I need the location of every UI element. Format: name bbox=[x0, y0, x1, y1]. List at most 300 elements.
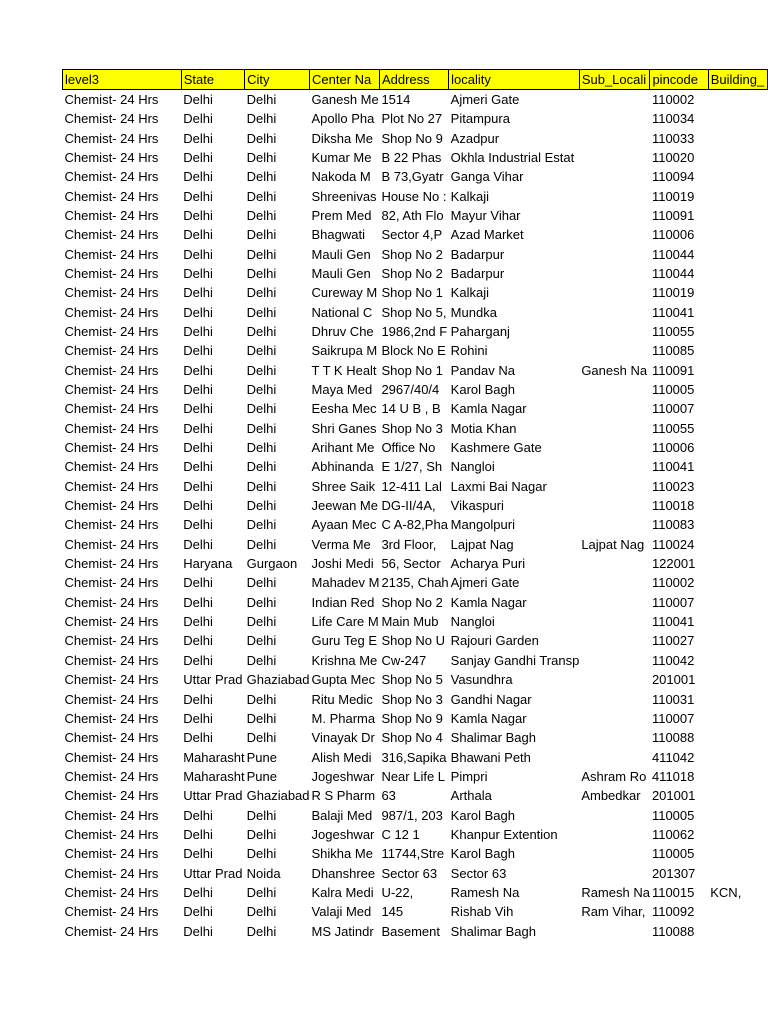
table-cell[interactable]: Delhi bbox=[183, 285, 213, 301]
table-cell[interactable]: Jeewan Me bbox=[311, 498, 378, 514]
table-cell[interactable]: Delhi bbox=[183, 323, 213, 339]
table-cell[interactable] bbox=[579, 186, 650, 205]
table-cell[interactable] bbox=[579, 167, 650, 186]
table-cell[interactable]: 411042 bbox=[651, 749, 695, 765]
table-cell[interactable] bbox=[579, 148, 650, 167]
table-cell[interactable] bbox=[708, 418, 767, 437]
table-cell[interactable] bbox=[579, 612, 650, 631]
table-cell[interactable] bbox=[708, 283, 767, 302]
table-cell[interactable] bbox=[708, 380, 767, 399]
table-cell[interactable] bbox=[708, 863, 767, 882]
table-cell[interactable]: 201001 bbox=[651, 788, 696, 804]
table-cell[interactable] bbox=[579, 921, 650, 940]
table-cell[interactable]: Ganga Vihar bbox=[450, 169, 524, 185]
table-cell[interactable]: 110041 bbox=[651, 304, 695, 320]
table-cell[interactable] bbox=[579, 573, 650, 592]
column-header[interactable]: City bbox=[245, 70, 310, 90]
table-cell[interactable]: Eesha Mec bbox=[311, 401, 377, 417]
table-cell[interactable]: Gupta Mec bbox=[311, 672, 376, 688]
table-cell[interactable] bbox=[579, 805, 650, 824]
table-cell[interactable] bbox=[708, 554, 767, 573]
table-cell[interactable]: Uttar Prad bbox=[183, 672, 243, 688]
table-cell[interactable]: 110094 bbox=[651, 169, 695, 185]
table-cell[interactable] bbox=[708, 844, 767, 863]
table-cell[interactable]: Delhi bbox=[183, 265, 213, 281]
table-cell[interactable]: Delhi bbox=[246, 207, 277, 223]
table-cell[interactable]: Delhi bbox=[183, 478, 213, 494]
table-cell[interactable] bbox=[579, 244, 650, 263]
table-cell[interactable]: Verma Me bbox=[311, 536, 371, 552]
table-cell[interactable]: Bhagwati bbox=[311, 227, 365, 243]
table-cell[interactable]: Shop No 3 bbox=[381, 691, 443, 707]
table-cell[interactable]: Karol Bagh bbox=[450, 807, 515, 823]
table-cell[interactable]: Nangloi bbox=[450, 614, 495, 630]
table-cell[interactable]: Delhi bbox=[246, 498, 277, 514]
table-cell[interactable]: Chemist- 24 Hrs bbox=[64, 91, 159, 107]
table-cell[interactable]: Ghaziabad bbox=[246, 672, 310, 688]
table-cell[interactable]: Shop No 2 bbox=[381, 246, 443, 262]
table-cell[interactable]: Valaji Med bbox=[311, 904, 372, 920]
table-cell[interactable]: Cw-247 bbox=[381, 652, 427, 668]
table-cell[interactable]: Delhi bbox=[246, 691, 277, 707]
table-cell[interactable] bbox=[708, 225, 767, 244]
table-cell[interactable] bbox=[708, 244, 767, 263]
table-cell[interactable] bbox=[708, 399, 767, 418]
table-cell[interactable]: Delhi bbox=[246, 807, 277, 823]
table-cell[interactable] bbox=[708, 786, 767, 805]
table-cell[interactable] bbox=[708, 457, 767, 476]
table-cell[interactable]: Chemist- 24 Hrs bbox=[64, 420, 159, 436]
table-cell[interactable]: Ashram Ro bbox=[581, 768, 647, 784]
table-cell[interactable]: Karol Bagh bbox=[450, 382, 515, 397]
table-cell[interactable]: Delhi bbox=[183, 304, 213, 320]
table-cell[interactable] bbox=[579, 496, 650, 515]
table-cell[interactable]: 110005 bbox=[651, 382, 695, 397]
table-cell[interactable] bbox=[708, 767, 767, 786]
table-cell[interactable]: Guru Teg E bbox=[311, 633, 378, 649]
table-cell[interactable]: 110020 bbox=[651, 149, 695, 165]
table-cell[interactable]: Rohini bbox=[450, 343, 488, 359]
table-cell[interactable]: Ajmeri Gate bbox=[450, 91, 520, 107]
table-cell[interactable]: Laxmi Bai Nagar bbox=[450, 478, 547, 494]
table-cell[interactable]: Kashmere Gate bbox=[450, 440, 542, 456]
table-cell[interactable] bbox=[708, 728, 767, 747]
table-cell[interactable]: Abhinanda bbox=[311, 459, 374, 475]
table-cell[interactable]: Chemist- 24 Hrs bbox=[64, 730, 159, 746]
table-cell[interactable]: Vasundhra bbox=[450, 672, 513, 688]
table-cell[interactable]: 110027 bbox=[651, 633, 695, 649]
table-cell[interactable]: Delhi bbox=[246, 420, 277, 436]
table-cell[interactable]: Shri Ganes bbox=[311, 420, 377, 436]
table-cell[interactable]: Kalkaji bbox=[450, 188, 489, 204]
table-cell[interactable]: Mauli Gen bbox=[311, 265, 371, 281]
table-cell[interactable]: Pitampura bbox=[450, 111, 510, 127]
table-cell[interactable]: Chemist- 24 Hrs bbox=[64, 865, 159, 881]
table-cell[interactable]: Plot No 27 bbox=[381, 111, 443, 127]
table-cell[interactable]: Chemist- 24 Hrs bbox=[64, 846, 159, 862]
table-cell[interactable]: Mangolpuri bbox=[450, 517, 515, 533]
table-cell[interactable]: Haryana bbox=[183, 556, 233, 572]
table-cell[interactable]: 110019 bbox=[651, 188, 695, 204]
table-cell[interactable]: Nangloi bbox=[450, 459, 495, 475]
table-cell[interactable]: Delhi bbox=[183, 362, 213, 378]
table-cell[interactable]: Delhi bbox=[183, 440, 213, 456]
table-cell[interactable]: Delhi bbox=[183, 710, 213, 726]
table-cell[interactable]: Pimpri bbox=[450, 768, 488, 784]
table-cell[interactable]: Chemist- 24 Hrs bbox=[64, 440, 159, 456]
column-header[interactable]: Building_ bbox=[708, 70, 767, 90]
table-cell[interactable]: Rishab Vih bbox=[450, 904, 514, 920]
table-cell[interactable] bbox=[579, 709, 650, 728]
table-cell[interactable]: Delhi bbox=[246, 304, 277, 320]
table-cell[interactable]: 110006 bbox=[651, 440, 695, 456]
table-cell[interactable]: Delhi bbox=[246, 904, 277, 920]
table-cell[interactable]: 987/1, 203 bbox=[381, 807, 443, 823]
table-cell[interactable] bbox=[708, 90, 767, 109]
table-cell[interactable] bbox=[708, 902, 767, 921]
table-cell[interactable]: Chemist- 24 Hrs bbox=[64, 323, 159, 339]
table-cell[interactable]: 82, Ath Flo bbox=[381, 207, 444, 223]
table-cell[interactable]: Chemist- 24 Hrs bbox=[64, 652, 159, 668]
table-cell[interactable]: Delhi bbox=[246, 478, 277, 494]
table-cell[interactable] bbox=[579, 592, 650, 611]
table-cell[interactable]: 110042 bbox=[651, 652, 695, 668]
table-cell[interactable]: 110002 bbox=[651, 575, 695, 591]
table-cell[interactable]: Delhi bbox=[183, 517, 213, 533]
table-cell[interactable]: Lajpat Nag bbox=[450, 536, 514, 552]
table-cell[interactable]: Delhi bbox=[183, 130, 213, 146]
table-cell[interactable] bbox=[708, 805, 767, 824]
table-cell[interactable] bbox=[579, 399, 650, 418]
table-cell[interactable]: Azad Market bbox=[450, 227, 524, 243]
table-cell[interactable]: Maharasht bbox=[183, 749, 245, 765]
table-cell[interactable]: Pune bbox=[246, 749, 277, 765]
table-cell[interactable]: Near Life L bbox=[381, 768, 446, 784]
table-cell[interactable]: Delhi bbox=[246, 130, 277, 146]
table-cell[interactable]: Chemist- 24 Hrs bbox=[64, 285, 159, 301]
table-cell[interactable]: Balaji Med bbox=[311, 807, 373, 823]
table-cell[interactable]: Chemist- 24 Hrs bbox=[64, 169, 159, 185]
table-cell[interactable] bbox=[579, 476, 650, 495]
table-cell[interactable] bbox=[579, 515, 650, 534]
table-cell[interactable]: 11744,Stre bbox=[381, 846, 445, 862]
table-cell[interactable] bbox=[708, 302, 767, 321]
table-cell[interactable]: DG-II/4A, bbox=[381, 498, 436, 514]
table-cell[interactable]: Sector 63 bbox=[381, 865, 438, 881]
table-cell[interactable]: Chemist- 24 Hrs bbox=[64, 710, 159, 726]
column-header[interactable]: State bbox=[181, 70, 244, 90]
table-cell[interactable]: Ramesh Na bbox=[450, 884, 520, 900]
table-cell[interactable]: 1986,2nd F bbox=[381, 323, 448, 339]
table-cell[interactable]: 110062 bbox=[651, 826, 695, 842]
table-cell[interactable]: Shikha Me bbox=[311, 846, 373, 862]
table-cell[interactable] bbox=[708, 322, 767, 341]
table-cell[interactable]: 14 U B , B bbox=[381, 401, 441, 417]
table-cell[interactable]: Delhi bbox=[246, 111, 277, 127]
table-cell[interactable]: Mundka bbox=[450, 304, 497, 320]
table-cell[interactable]: Chemist- 24 Hrs bbox=[64, 826, 159, 842]
table-cell[interactable]: Kamla Nagar bbox=[450, 594, 527, 610]
table-cell[interactable]: Motia Khan bbox=[450, 420, 517, 436]
table-cell[interactable]: Ajmeri Gate bbox=[450, 575, 520, 591]
table-cell[interactable]: Chemist- 24 Hrs bbox=[64, 807, 159, 823]
table-cell[interactable]: Chemist- 24 Hrs bbox=[64, 498, 159, 514]
table-cell[interactable]: Office No bbox=[381, 440, 436, 456]
table-cell[interactable]: Jogeshwar bbox=[311, 826, 375, 842]
table-cell[interactable] bbox=[708, 534, 767, 553]
table-cell[interactable]: Delhi bbox=[183, 227, 213, 243]
table-cell[interactable]: Ayaan Mec bbox=[311, 517, 377, 533]
table-cell[interactable]: Kamla Nagar bbox=[450, 710, 527, 726]
table-cell[interactable] bbox=[708, 747, 767, 766]
table-cell[interactable]: 145 bbox=[381, 904, 404, 920]
table-cell[interactable] bbox=[708, 438, 767, 457]
table-cell[interactable]: MS Jatindr bbox=[311, 923, 374, 939]
table-cell[interactable]: Delhi bbox=[183, 246, 213, 262]
table-cell[interactable]: Delhi bbox=[183, 459, 213, 475]
table-cell[interactable]: Shop No U bbox=[381, 633, 446, 649]
table-cell[interactable]: 110083 bbox=[651, 517, 695, 533]
table-cell[interactable]: Apollo Pha bbox=[311, 111, 375, 127]
table-cell[interactable]: Delhi bbox=[246, 227, 277, 243]
table-cell[interactable]: Chemist- 24 Hrs bbox=[64, 614, 159, 630]
table-cell[interactable]: Chemist- 24 Hrs bbox=[64, 749, 159, 765]
table-cell[interactable]: T T K Healt bbox=[311, 362, 377, 378]
table-cell[interactable]: Prem Med bbox=[311, 207, 372, 223]
table-cell[interactable]: Azadpur bbox=[450, 130, 500, 146]
table-cell[interactable]: Delhi bbox=[246, 149, 277, 165]
table-cell[interactable]: Delhi bbox=[246, 323, 277, 339]
table-cell[interactable]: Delhi bbox=[246, 459, 277, 475]
table-cell[interactable]: C A-82,Pha bbox=[381, 517, 448, 533]
table-cell[interactable]: Sanjay Gandhi Transp bbox=[450, 652, 580, 668]
table-cell[interactable]: 110006 bbox=[651, 227, 695, 243]
table-cell[interactable]: Delhi bbox=[246, 633, 277, 649]
table-cell[interactable]: 110041 bbox=[651, 459, 695, 475]
table-cell[interactable]: Paharganj bbox=[450, 323, 510, 339]
table-cell[interactable]: Delhi bbox=[246, 710, 277, 726]
table-cell[interactable]: Chemist- 24 Hrs bbox=[64, 382, 159, 397]
table-cell[interactable]: Chemist- 24 Hrs bbox=[64, 459, 159, 475]
table-cell[interactable]: Chemist- 24 Hrs bbox=[64, 884, 159, 900]
table-cell[interactable]: Lajpat Nag bbox=[581, 536, 645, 552]
table-cell[interactable] bbox=[708, 496, 767, 515]
table-cell[interactable]: Chemist- 24 Hrs bbox=[64, 227, 159, 243]
table-cell[interactable]: Chemist- 24 Hrs bbox=[64, 207, 159, 223]
table-cell[interactable]: 411018 bbox=[651, 768, 695, 784]
table-cell[interactable] bbox=[708, 631, 767, 650]
table-cell[interactable]: Sector 4,P bbox=[381, 227, 443, 243]
table-cell[interactable]: C 12 1 bbox=[381, 826, 420, 842]
table-cell[interactable]: M. Pharma bbox=[311, 710, 376, 726]
table-cell[interactable] bbox=[708, 206, 767, 225]
table-cell[interactable]: Delhi bbox=[183, 826, 213, 842]
table-cell[interactable]: Chemist- 24 Hrs bbox=[64, 594, 159, 610]
table-cell[interactable]: Chemist- 24 Hrs bbox=[64, 188, 159, 204]
table-cell[interactable]: Chemist- 24 Hrs bbox=[64, 691, 159, 707]
table-cell[interactable]: Delhi bbox=[246, 614, 277, 630]
table-cell[interactable]: Delhi bbox=[183, 343, 213, 359]
table-cell[interactable]: Delhi bbox=[246, 401, 277, 417]
table-cell[interactable]: Nakoda M bbox=[311, 169, 371, 185]
table-cell[interactable] bbox=[708, 689, 767, 708]
table-cell[interactable]: Chemist- 24 Hrs bbox=[64, 768, 159, 784]
table-cell[interactable]: 110041 bbox=[651, 614, 695, 630]
table-cell[interactable]: E 1/27, Sh bbox=[381, 459, 443, 475]
table-cell[interactable]: Delhi bbox=[246, 285, 277, 301]
table-cell[interactable]: Delhi bbox=[183, 575, 213, 591]
table-cell[interactable]: Kumar Me bbox=[311, 149, 372, 165]
table-cell[interactable]: 122001 bbox=[651, 556, 696, 572]
table-cell[interactable]: Ambedkar bbox=[581, 788, 641, 804]
table-cell[interactable]: Jogeshwar bbox=[311, 768, 375, 784]
table-cell[interactable]: Sector 63 bbox=[450, 865, 507, 881]
table-cell[interactable] bbox=[708, 128, 767, 147]
table-cell[interactable]: Acharya Puri bbox=[450, 556, 526, 572]
table-cell[interactable]: Ganesh Me bbox=[311, 91, 379, 107]
table-cell[interactable]: Dhruv Che bbox=[311, 323, 374, 339]
table-cell[interactable]: Shalimar Bagh bbox=[450, 730, 536, 746]
table-cell[interactable] bbox=[579, 264, 650, 283]
table-cell[interactable]: Kalkaji bbox=[450, 285, 489, 301]
table-cell[interactable]: Ganesh Na bbox=[581, 362, 648, 378]
table-cell[interactable]: Chemist- 24 Hrs bbox=[64, 401, 159, 417]
table-cell[interactable] bbox=[579, 689, 650, 708]
table-cell[interactable]: Maharasht bbox=[183, 768, 245, 784]
table-cell[interactable]: Delhi bbox=[183, 149, 213, 165]
table-cell[interactable] bbox=[708, 670, 767, 689]
table-cell[interactable]: Delhi bbox=[183, 594, 213, 610]
table-cell[interactable]: Delhi bbox=[183, 169, 213, 185]
table-cell[interactable]: 110085 bbox=[651, 343, 695, 359]
column-header[interactable]: level3 bbox=[63, 70, 182, 90]
table-cell[interactable]: Delhi bbox=[246, 575, 277, 591]
table-cell[interactable] bbox=[579, 225, 650, 244]
table-cell[interactable]: Dhanshree bbox=[311, 865, 376, 881]
table-cell[interactable]: Delhi bbox=[183, 207, 213, 223]
table-cell[interactable] bbox=[579, 109, 650, 128]
table-cell[interactable]: Pune bbox=[246, 768, 277, 784]
table-cell[interactable]: Arthala bbox=[450, 788, 492, 804]
table-cell[interactable]: Chemist- 24 Hrs bbox=[64, 149, 159, 165]
table-cell[interactable]: Ghaziabad bbox=[246, 788, 310, 804]
table-cell[interactable] bbox=[708, 476, 767, 495]
table-cell[interactable]: Chemist- 24 Hrs bbox=[64, 130, 159, 146]
table-cell[interactable] bbox=[708, 592, 767, 611]
table-cell[interactable]: Khanpur Extention bbox=[450, 826, 558, 842]
table-cell[interactable]: Shop No 5, bbox=[381, 304, 447, 320]
table-cell[interactable]: R S Pharm bbox=[311, 788, 376, 804]
column-header[interactable]: Address bbox=[379, 70, 448, 90]
table-cell[interactable]: 110092 bbox=[651, 904, 695, 920]
table-cell[interactable]: Shree Saik bbox=[311, 478, 376, 494]
table-cell[interactable]: 110015 bbox=[651, 884, 695, 900]
table-cell[interactable] bbox=[708, 264, 767, 283]
table-cell[interactable]: Pandav Na bbox=[450, 362, 515, 378]
table-cell[interactable] bbox=[579, 670, 650, 689]
table-cell[interactable]: Delhi bbox=[246, 594, 277, 610]
table-cell[interactable]: Delhi bbox=[183, 614, 213, 630]
table-cell[interactable]: Joshi Medi bbox=[311, 556, 374, 572]
table-cell[interactable]: Chemist- 24 Hrs bbox=[64, 111, 159, 127]
table-cell[interactable]: Block No E bbox=[381, 343, 446, 359]
table-cell[interactable]: 3rd Floor, bbox=[381, 536, 437, 552]
table-cell[interactable]: Chemist- 24 Hrs bbox=[64, 575, 159, 591]
table-cell[interactable] bbox=[708, 148, 767, 167]
table-cell[interactable]: 110088 bbox=[651, 923, 695, 939]
table-cell[interactable] bbox=[708, 109, 767, 128]
table-cell[interactable]: 110091 bbox=[651, 207, 695, 223]
table-cell[interactable]: Delhi bbox=[183, 382, 213, 397]
table-cell[interactable] bbox=[708, 825, 767, 844]
table-cell[interactable]: Delhi bbox=[246, 440, 277, 456]
table-cell[interactable]: Delhi bbox=[246, 517, 277, 533]
table-cell[interactable]: Delhi bbox=[183, 652, 213, 668]
table-cell[interactable]: Gandhi Nagar bbox=[450, 691, 532, 707]
table-cell[interactable]: 201001 bbox=[651, 672, 696, 688]
table-cell[interactable]: Chemist- 24 Hrs bbox=[64, 788, 159, 804]
table-cell[interactable] bbox=[708, 650, 767, 669]
table-cell[interactable] bbox=[579, 341, 650, 360]
table-cell[interactable]: 56, Sector bbox=[381, 556, 441, 572]
table-cell[interactable]: Mauli Gen bbox=[311, 246, 371, 262]
table-cell[interactable]: Main Mub bbox=[381, 614, 439, 630]
table-cell[interactable]: Delhi bbox=[246, 923, 277, 939]
table-cell[interactable]: Delhi bbox=[183, 807, 213, 823]
table-cell[interactable]: Delhi bbox=[246, 265, 277, 281]
table-cell[interactable]: Delhi bbox=[246, 652, 277, 668]
table-cell[interactable]: 110024 bbox=[651, 536, 695, 552]
table-cell[interactable]: 110044 bbox=[651, 265, 695, 281]
table-cell[interactable]: Chemist- 24 Hrs bbox=[64, 672, 159, 688]
table-cell[interactable]: 110002 bbox=[651, 91, 695, 107]
table-cell[interactable]: U-22, bbox=[381, 884, 414, 900]
table-cell[interactable]: Delhi bbox=[183, 884, 213, 900]
table-cell[interactable] bbox=[708, 573, 767, 592]
table-cell[interactable]: Vikaspuri bbox=[450, 498, 504, 514]
table-cell[interactable]: Delhi bbox=[183, 904, 213, 920]
table-cell[interactable]: Okhla Industrial Estat bbox=[450, 149, 575, 165]
table-cell[interactable] bbox=[579, 380, 650, 399]
table-cell[interactable] bbox=[579, 283, 650, 302]
table-cell[interactable] bbox=[579, 418, 650, 437]
table-cell[interactable]: Chemist- 24 Hrs bbox=[64, 362, 159, 378]
table-cell[interactable]: Delhi bbox=[183, 91, 213, 107]
table-cell[interactable]: 110033 bbox=[651, 130, 695, 146]
table-cell[interactable]: 2135, Chah bbox=[381, 575, 449, 591]
table-cell[interactable]: Ritu Medic bbox=[311, 691, 373, 707]
table-cell[interactable]: Gurgaon bbox=[246, 556, 298, 572]
table-cell[interactable]: Maya Med bbox=[311, 382, 373, 397]
table-cell[interactable]: Delhi bbox=[183, 846, 213, 862]
table-cell[interactable]: Delhi bbox=[246, 188, 277, 204]
table-cell[interactable] bbox=[579, 128, 650, 147]
table-cell[interactable]: House No : bbox=[381, 188, 447, 204]
table-cell[interactable]: Kalra Medi bbox=[311, 884, 374, 900]
table-cell[interactable] bbox=[579, 825, 650, 844]
table-cell[interactable] bbox=[579, 322, 650, 341]
table-cell[interactable]: 110007 bbox=[651, 401, 695, 417]
table-cell[interactable]: 110034 bbox=[651, 111, 695, 127]
table-cell[interactable]: Shop No 1 bbox=[381, 285, 443, 301]
table-cell[interactable]: 110023 bbox=[651, 478, 695, 494]
table-cell[interactable]: Shop No 1 bbox=[381, 362, 443, 378]
table-cell[interactable]: Delhi bbox=[183, 730, 213, 746]
table-cell[interactable]: Chemist- 24 Hrs bbox=[64, 343, 159, 359]
table-cell[interactable]: Arihant Me bbox=[311, 440, 375, 456]
table-cell[interactable] bbox=[579, 863, 650, 882]
table-cell[interactable]: Delhi bbox=[246, 362, 277, 378]
